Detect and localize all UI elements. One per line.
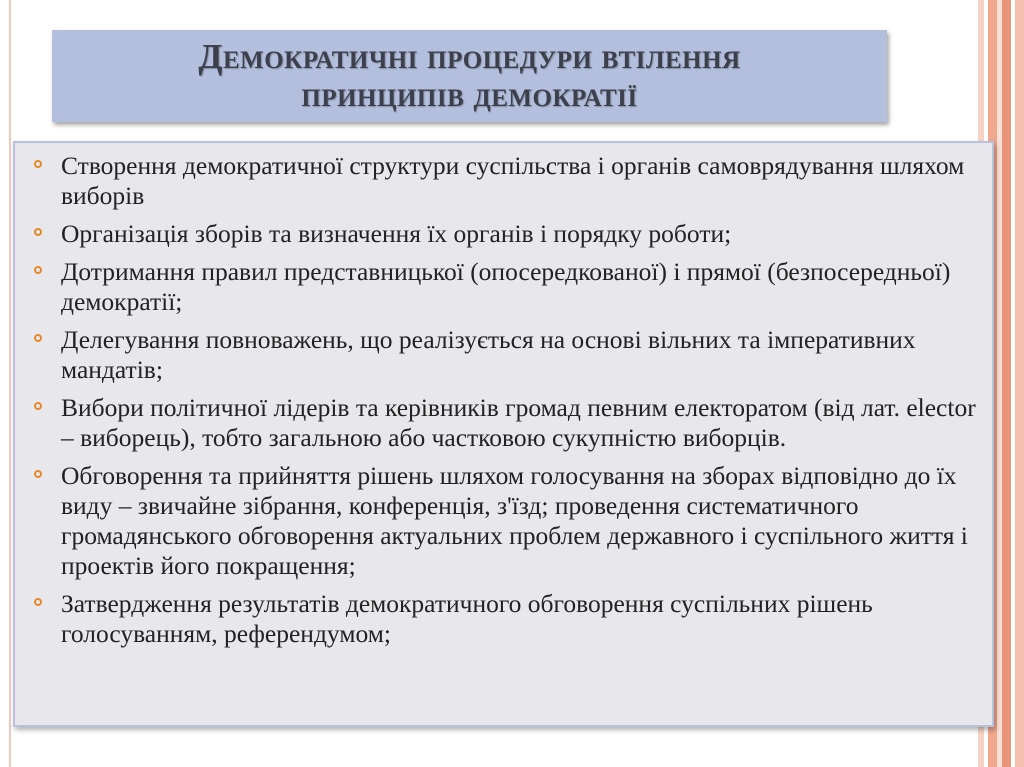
hollow-circle-bullet-icon (34, 266, 42, 274)
bullet-text: Затвердження результатів демократичного обговорення суспільних рішень голосуванням, референдумом; (61, 589, 873, 648)
hollow-circle-bullet-icon (34, 470, 42, 478)
bullet-item (15, 325, 985, 385)
bullet-item (15, 219, 985, 249)
hollow-circle-bullet-icon (34, 160, 42, 168)
hollow-circle-bullet-icon (34, 228, 42, 236)
bullet-text: Вибори політичної лідерів та керівників громад певним електоратом (від лат. elector – виборець), тобто загальною або частковою сукупністю виборців. (61, 393, 976, 452)
bullet-text: Делегування повноважень, що реалізується на основі вільних та імперативних мандатів; (61, 325, 916, 384)
bullet-item (15, 589, 985, 649)
bullet-item (15, 393, 985, 453)
hollow-circle-bullet-icon (34, 598, 42, 606)
left-decorative-rule (9, 0, 11, 767)
bullet-text: Створення демократичної структури суспільства і органів самоврядування шляхом виборів (61, 151, 965, 210)
bullet-text: Дотримання правил представницької (опосередкованої) і прямої (безпосередньої) демократії; (61, 257, 951, 316)
bullet-item (15, 151, 985, 211)
slide-title-line-2: принципів демократії (301, 75, 638, 114)
hollow-circle-bullet-icon (34, 334, 42, 342)
stripe (1002, 0, 1011, 767)
bullet-list (15, 151, 985, 657)
slide-title-line-1: Демократичні процедури втілення (198, 37, 741, 76)
hollow-circle-bullet-icon (34, 402, 42, 410)
bullet-text: Організація зборів та визначення їх органів і порядку роботи; (61, 219, 732, 248)
stripe (1015, 0, 1024, 767)
bullet-item (15, 461, 985, 581)
slide-title (52, 30, 887, 122)
content-panel (13, 141, 994, 727)
bullet-item (15, 257, 985, 317)
bullet-text: Обговорення та прийняття рішень шляхом голосування на зборах відповідно до їх виду – звичайне зібрання, конференція, з'їзд; проведення систематичного громадянського обговорення актуальних проблем державного і суспільного життя і проектів його покращення; (61, 461, 968, 580)
